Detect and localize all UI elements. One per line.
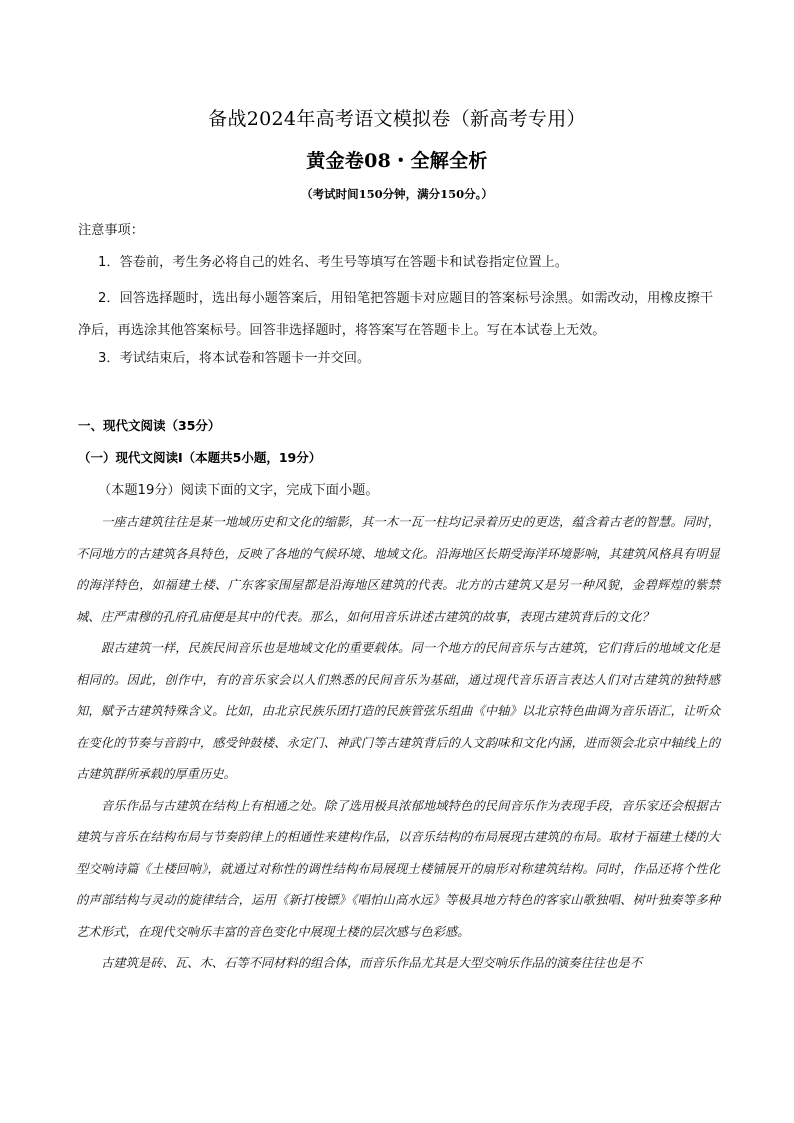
passage-paragraph-1: 一座古建筑往往是某一地域历史和文化的缩影，其一木一瓦一柱均记录着历史的更迭，蕴含着古老的智慧。同时，不同地方的古建筑各具特色，反映了各地的气候环境、地域文化。沿海地区长期受海洋环境影响，其建筑风格具有明显的海洋特色，如福建土楼、广东客家围屋都是沿海地区建筑的代表。北方的古建筑又是另一种风貌，金碧辉煌的紫禁城、庄严肃穆的孔府孔庙便是其中的代表。那么，如何用音乐讲述古建筑的故事，表现古建筑背后的文化？ [76, 515, 720, 624]
exam-title: 备战2024年高考语文模拟卷（新高考专用） [208, 108, 586, 130]
passage-paragraph-4: 古建筑是砖、瓦、木、石等不同材料的组合体，而音乐作品尤其是大型交响乐作品的演奏往往也是不 [101, 956, 643, 970]
notice-item-2: 2．回答选择题时，选出每小题答案后，用铅笔把答题卡对应题目的答案标号涂黑。如需改动，用橡皮擦干净后，再选涂其他答案标号。回答非选择题时，将答案写在答题卡上。写在本试卷上无效。 [78, 291, 714, 338]
reading-instruction: （本题19分）阅读下面的文字，完成下面小题。 [98, 483, 379, 498]
passage-paragraph-3: 音乐作品与古建筑在结构上有相通之处。除了选用极具浓郁地域特色的民间音乐作为表现手段，音乐家还会根据古建筑与音乐在结构布局与节奏韵律上的相通性来建构作品，以音乐结构的布局展现古建筑的布局。取材于福建土楼的大型交响诗篇《土楼回响》，就通过对称性的调性结构布局展现土楼铺展开的扇形对称建筑结构。同时，作品还将个性化的声部结构与灵动的旋律结合，运用《新打梭镖》《唱怕山高水远》等极具地方特色的客家山歌独唱、树叶独奏等多种艺术形式，在现代交响乐丰富的音色变化中展现土楼的层次感与色彩感。 [76, 798, 720, 939]
section-heading: 一、现代文阅读（35分） [78, 418, 221, 433]
notice-item-1: 1．答卷前，考生务必将自己的姓名、考生号等填写在答题卡和试卷指定位置上。 [98, 255, 568, 270]
notice-heading: 注意事项： [78, 223, 144, 238]
subsection-heading: （一）现代文阅读Ⅰ（本题共5小题，19分） [78, 450, 322, 465]
notice-item-3: 3．考试结束后，将本试卷和答题卡一并交回。 [98, 351, 371, 366]
passage-paragraph-2: 跟古建筑一样，民族民间音乐也是地域文化的重要载体。同一个地方的民间音乐与古建筑，它们背后的地域文化是相同的。因此，创作中，有的音乐家会以人们熟悉的民间音乐为基础，通过现代音乐语言表达人们对古建筑的独特感知，赋予古建筑特殊含义。比如，由北京民族乐团打造的民族管弦乐组曲《中轴》以北京特色曲调为音乐语汇，让听众在变化的节奏与音韵中，感受钟鼓楼、永定门、神武门等古建筑背后的人文韵味和文化内涵，进而领会北京中轴线上的古建筑群所承载的厚重历史。 [76, 641, 720, 781]
reading-passage [76, 507, 720, 980]
exam-subtitle: 黄金卷08・全解全析 [306, 150, 488, 172]
exam-time-info: （考试时间150分钟，满分150分。） [301, 187, 493, 201]
